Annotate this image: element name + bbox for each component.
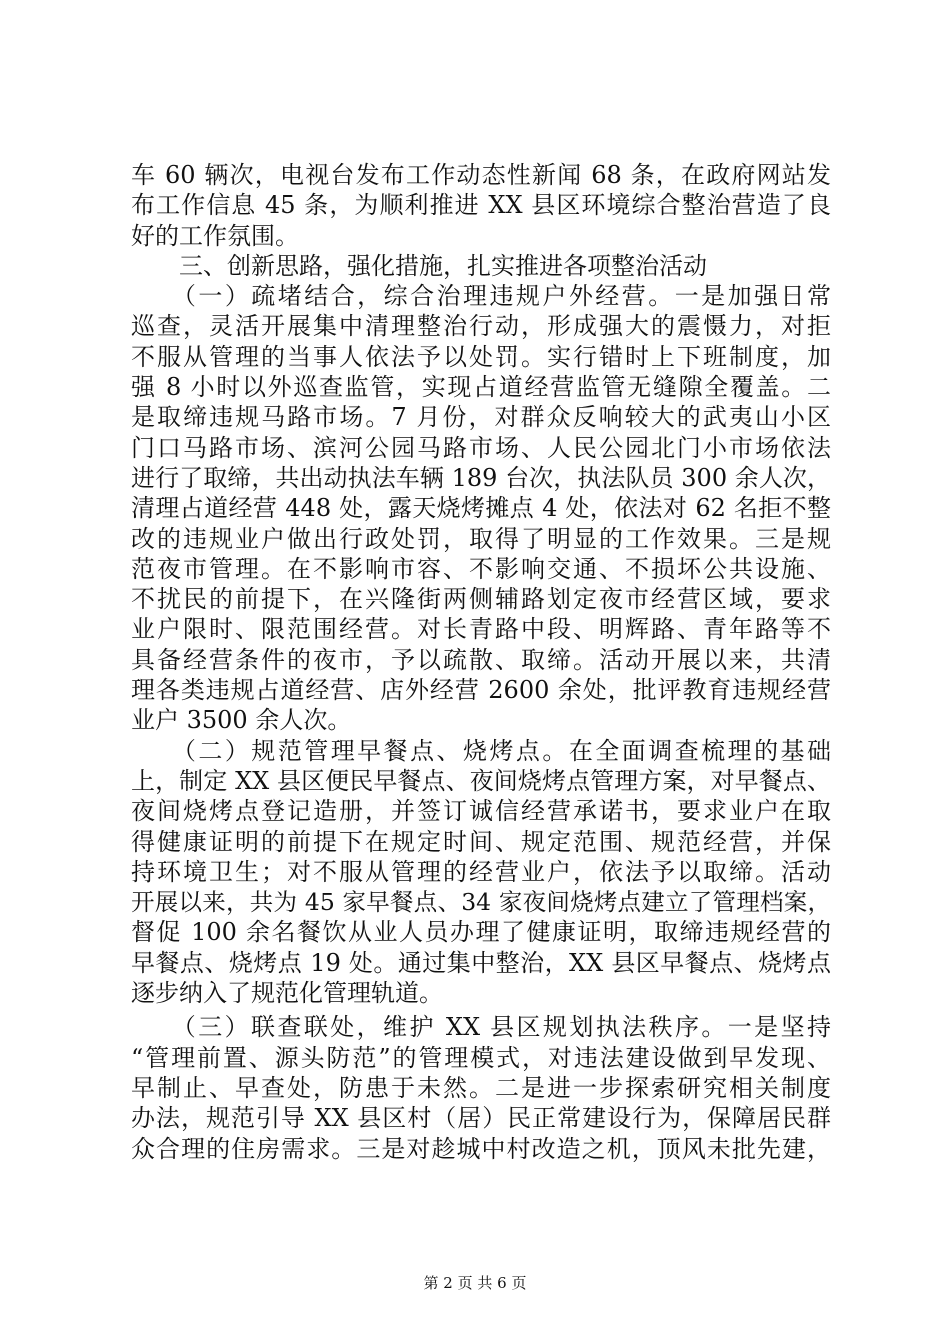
text-line: 不扰民的前提下，在兴隆街两侧辅路划定夜市经营区域，要求 <box>131 585 831 614</box>
text-line: “管理前置、源头防范”的管理模式，对违法建设做到早发现、 <box>131 1043 831 1072</box>
text-line: 好的工作氛围。 <box>131 221 299 250</box>
text-line: 车 60 辆次，电视台发布工作动态性新闻 68 条，在政府网站发 <box>131 161 831 189</box>
text-line: （三）联查联处，维护 XX 县区规划执法秩序。一是坚持 <box>131 1013 831 1042</box>
body-text <box>131 160 831 1164</box>
text-line: （二）规范管理早餐点、烧烤点。在全面调查梳理的基础 <box>131 736 831 765</box>
text-line: 进行了取缔，共出动执法车辆 189 台次，执法队员 300 余人次， <box>131 463 831 492</box>
text-line: 具备经营条件的夜市，予以疏散、取缔。活动开展以来，共清 <box>131 645 831 674</box>
text-line: 上，制定 XX 县区便民早餐点、夜间烧烤点管理方案，对早餐点、 <box>131 766 831 795</box>
text-line: 改的违规业户做出行政处罚，取得了明显的工作效果。三是规 <box>131 524 831 553</box>
text-line: 范夜市管理。在不影响市容、不影响交通、不损坏公共设施、 <box>131 554 831 583</box>
text-line: 巡查，灵活开展集中清理整治行动，形成强大的震慑力，对拒 <box>131 312 831 341</box>
text-line: 众合理的住房需求。三是对趁城中村改造之机，顶风未批先建， <box>131 1134 831 1163</box>
page-number-footer: 第 2 页 共 6 页 <box>423 1274 527 1292</box>
text-line: 督促 100 余名餐饮从业人员办理了健康证明，取缔违规经营的 <box>131 918 831 947</box>
text-line: 开展以来，共为 45 家早餐点、34 家夜间烧烤点建立了管理档案， <box>131 888 831 917</box>
text-line: 强 8 小时以外巡查监管，实现占道经营监管无缝隙全覆盖。二 <box>131 373 831 402</box>
text-line: 门口马路市场、滨河公园马路市场、人民公园北门小市场依法 <box>131 433 831 462</box>
text-line: 是取缔违规马路市场。7 月份，对群众反响较大的武夷山小区 <box>131 403 831 432</box>
text-line: 夜间烧烤点登记造册，并签订诚信经营承诺书，要求业户在取 <box>131 797 831 826</box>
section-heading: 三、创新思路，强化措施，扎实推进各项整治活动 <box>131 251 707 280</box>
text-line: 清理占道经营 448 处，露天烧烤摊点 4 处，依法对 62 名拒不整 <box>131 494 831 523</box>
text-line: 业户 3500 余人次。 <box>131 706 352 735</box>
text-line: 得健康证明的前提下在规定时间、规定范围、规范经营，并保 <box>131 827 831 856</box>
text-line: 业户限时、限范围经营。对长青路中段、明辉路、青年路等不 <box>131 615 831 644</box>
text-line: 办法，规范引导 XX 县区村（居）民正常建设行为，保障居民群 <box>131 1104 831 1133</box>
text-line: （一）疏堵结合，综合治理违规户外经营。一是加强日常 <box>131 282 831 311</box>
text-line: 早餐点、烧烤点 19 处。通过集中整治，XX 县区早餐点、烧烤点 <box>131 948 831 977</box>
text-line: 持环境卫生；对不服从管理的经营业户，依法予以取缔。活动 <box>131 857 831 886</box>
text-line: 理各类违规占道经营、店外经营 2600 余处，批评教育违规经营 <box>131 676 831 705</box>
text-line: 早制止、早查处，防患于未然。二是进一步探索研究相关制度 <box>131 1073 831 1102</box>
text-line: 逐步纳入了规范化管理轨道。 <box>131 979 443 1008</box>
text-line: 布工作信息 45 条，为顺利推进 XX 县区环境综合整治营造了良 <box>131 191 831 220</box>
text-line: 不服从管理的当事人依法予以处罚。实行错时上下班制度，加 <box>131 342 831 371</box>
